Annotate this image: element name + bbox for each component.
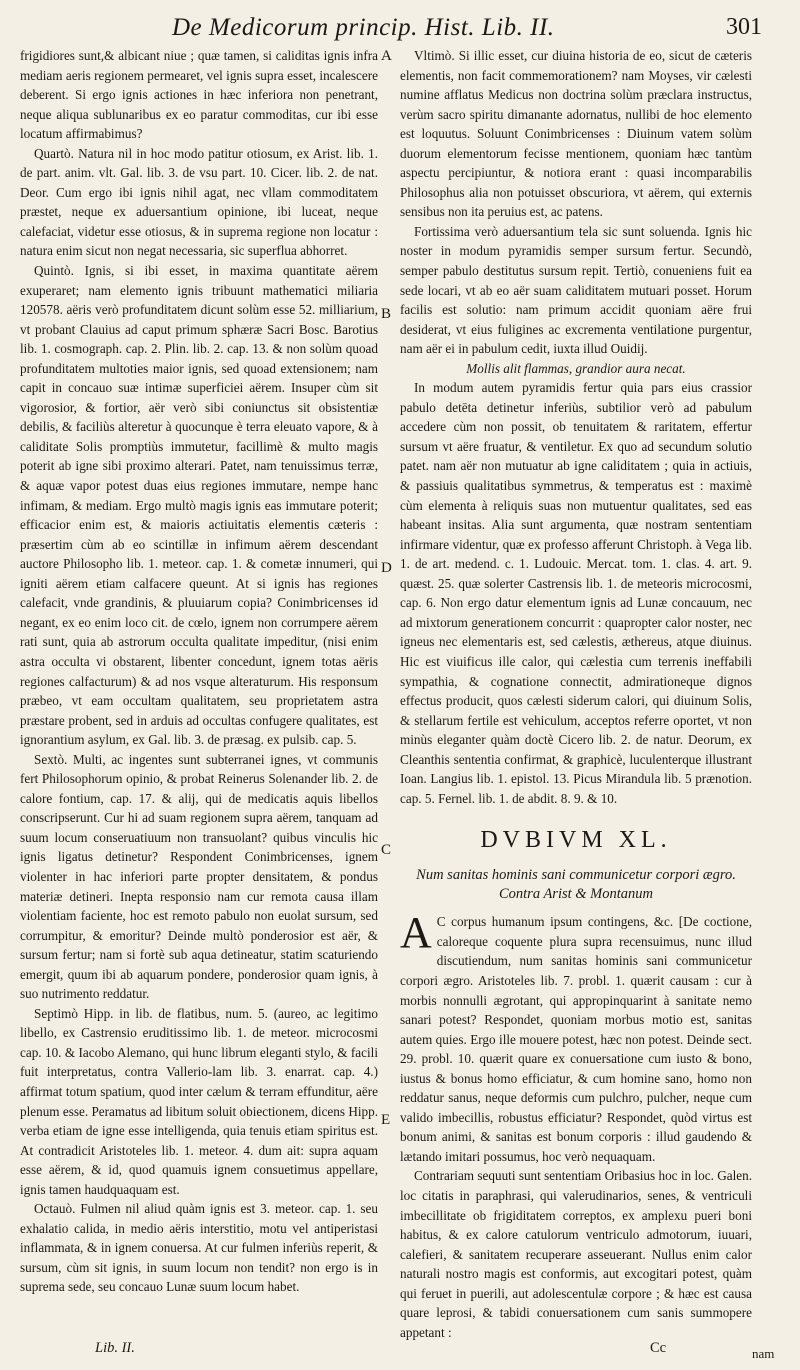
paragraph: In modum autem pyramidis fertur quia pars eius crassior pabulo detēta detinetur inferiùs, subtilior verò ad pabulum accedere cùm non possit, ob tenuitatem & raritatem, effertur sursum vt aëre fruatur, & ventiletur. Ex quo ad secundum solutio patet. nam aër non mutuatur ab igne caliditatem ; quia in actiuis, & passiuis qualitatibus symmetrus, & temperatus est : maximè cùm elementa à reliquis suas non mutuentur qualitates, sed eas habeant insitas. Alia sunt argumenta, quæ nostram sententiam infirmare videntur, quæ ex professo afferunt Christoph. à Vega lib. 1. de art. medend. c. 1. Ludouic. Mercat. tom. 1. clas. 4. art. 9. quæst. 25. quæ solerter Castrensis lib. 1. de meteoris microcosmi, cap. 6. Non ergo datur elementum ignis ad Lunæ concauum, nec ad mixtorum generationem concurrit : quapropter calor noster, nec igneus nec elementaris est, sed cælestis, æthereus, atque diuinus. Hic est viuificus ille calor, qui cælestia cum terrenis ineffabili sympathia, & cognatione connectit, admirationeque dignos effectus producit, quos cælesti siderum calori, qui diuinum Solis, & stellarum fertile est vehiculum, acceptos referre oportet, vt non minùs eleganter quàm doctè Cicero lib. 2. de natur. Deorum, ex Cleanthis sententia confirmat, & graphicè, luculenterque illustrant Ioan. Langius lib. 1. epistol. 13. Picus Mirandula lib. 5 prænotion. cap. 5. Fernel. lib. 1. de abdit. 8. 9. & 10.	[400, 380, 752, 806]
paragraph: Octauò. Fulmen nil aliud quàm ignis est 3. meteor. cap. 1. seu exhalatio calida, in medio aëris interstitio, motu vel antiperistasi inflammata, & in ignem conuersa. At cur fulmen inferiùs reperit, & sursum, cùm sit ignis, in suum locum non tendit? non ergo is in suprema sede, seu concauo Lunæ suum locum habet.	[20, 1201, 378, 1295]
paragraph: Contrariam sequuti sunt sententiam Oribasius hoc in loc. Galen. loc citatis in paraphrasi, qui valerudinarios, senes, & ventriculi imbecillitate ob frigiditatem correptos, ex amplexu pueri boni habitus, & ex calore catulorum ventriculo admotorum, iuuari, calefieri, & sanitatem recuperare asseuerant. Nullus enim calor naturali nostro magis est conformis, aut excogitari potest, quàm qui feruet in puerili, aut adolescentulæ corpore ; & hæc est causa quare leprosi, & tabidi conuersationem cum sanis summopere appetant :	[400, 1168, 752, 1340]
paragraph: Quartò. Natura nil in hoc modo patitur otiosum, ex Arist. lib. 1. de part. anim. vlt. Gal. lib. 3. de vsu part. 10. Cicer. lib. 2. de nat. Deor. Cum ergo ibi ignis nihil agat, nec vllam commoditatem præstet, neque ex aduersantium opinione, ibi luceat, neque calefaciat, videtur esse otiosus, & in suprema regione non locatur : natura enim sicut non negat necessaria, sic superflua abhorret.	[20, 145, 378, 259]
catchword: nam	[752, 1346, 775, 1361]
paragraph: Fortissima verò aduersantium tela sic sunt soluenda. Ignis hic noster in modum pyramidis semper sursum fertur. Secundò, semper pabulo destitutus sursum repit. Tertiò, conueniens fuit ea sede locari, vt ab eo aër suam caliditatem mutuari posset. Horum facilis est solutio: nam primum accidit quoniam aëre frui desiderat, vt eius fuligines ac excrementa ventilatione purgentur, nam aër ei in pabulum cedit, iuxta illud Ouidij.	[400, 223, 752, 357]
left-column	[20, 46, 378, 1297]
running-head-title: De Medicorum princip. Hist. Lib. II.	[172, 14, 555, 41]
paragraph: frigidiores sunt,& albicant niue ; quæ tamen, si caliditas ignis infra mediam aeris regionem permearet, vel ignis supra esset, incalescere deberent. Si ergo ignis actiones in hæc inferiora non penetrant, neque aliqua sublunaribus ex eo paratur commoditas, cur ibi esse locatum affirmabimus?	[20, 48, 378, 142]
paragraph-with-dropcap	[400, 908, 752, 1166]
margin-marker-e: E	[381, 1112, 391, 1128]
footer-book-label: Lib. II.	[95, 1340, 135, 1356]
page-number: 301	[726, 14, 762, 40]
paragraph: Quintò. Ignis, si ibi esset, in maxima quantitate aërem exuperaret; nam elemento ignis tribuunt mathematici miliaria 120578. aëris verò profunditatem dicunt solùm esse 52. milliarium, vt probant Clauius ad caput primum sphæræ Sacri Bosc. Barotius lib. 1. cosmograph. cap. 2. Plin. lib. 2. cap. 13. & non solùm quoad profunditatem multoties maior ignis, sed quoad extensionem; nam capit in concauo suæ intimæ superficiei aërem. Insuper cùm sit vigorosior, & fortior, aër verò sibi coniunctus sit obsistentiæ debilis, & faciliùs alteretur à quocunque è terra eleuato vapore, & à caliditate Solis promptiùs immutetur, facillimè & multo magis poterit ab igne sibi proximo alterari. Patet, nam tenuissimus terræ, & aquæ vapor potest duas eius regiones immutare, nempe hanc infimam, & mediam. Ergo multò magis ignis eas immutare poterit; efficacior enim est, & maioris actiuitatis elementis cæteris : præsertim cùm ab eo scintillæ in infimum aërem descendant auctore Philosopho lib. 1. meteor. cap. 1. & cometæ innumeri, qui igniti aërem etiam calfacere queunt. At si ignis has regiones calefacit, vnde grandinis, & pluuiarum copia? Conimbricenses id negant, ex eo enim loco cit. de cœlo, ignem non corrumpere aërem rati sunt, quia ab astrorum occulta qualitate impeditur, (nisi enim astra occulta vi obstarent, libenter concedunt, ignem totas aëris regiones calfacturum) & ad nos vsque alteraturum. His responsum præbeo, vt eam occultam qualitatem, seu proprietatem astra præstare probent, sed in arduis ad occultas confugere qualitates, est ignorantium asylum, ex Gal. lib. 3. de præsag. ex pulsib. cap. 5.	[20, 263, 378, 748]
paragraph: Sextò. Multi, ac ingentes sunt subterranei ignes, vt communis fert Philosophorum opinio, & probat Reinerus Solenander lib. 2. de calore fontium, cap. 17. & alij, qui de medicatis aquis libellos conscripserunt. Cur hi ad suam regionem supra aërem, tanquam ad suum locum conseruatiuum non transuolant? quibus vinculis hic ignis ligatus detinetur? Respondent Conimbricenses, ignem violenter in hac inferiori parte propter densitatem, & pondus materiæ detineri. Inepta responsio nam cur remota causa illam violentiam faciente, hoc est remoto pabulo non euolat sursum, sed corrumpitur, & emoritur? Deinde multò ponderosior est aër, & sursum fertur; nam si fortè sub aqua detineatur, statim scaturiendo emergit, quum ibi ab aquarum pondere, ponderosior quam ignis, à suo nutrimento reddatur.	[20, 751, 378, 1002]
margin-marker-d: D	[381, 560, 392, 576]
section-question: Num sanitas hominis sani communicetur corpori ægro. Contra Arist & Montanum	[416, 867, 736, 903]
section-heading: DVBIVM XL.	[480, 827, 672, 854]
paragraph: Vltimò. Si illic esset, cur diuina historia de eo, sicut de cæteris elementis, non facit commemorationem? nam Moyses, vir cælesti numine afflatus Medicus non doctrina solùm præclara instructus, verùm sacro spiritu dimanante adornatus, nullibi de hoc elemento est loquutus. Soluunt Conimbricenses : Diuinum vatem solùm duorum elementorum fecisse mentionem, quoniam hæc tantùm aspectu percipiuntur, & notiora erant : quasi incomparabilis Philosophus alia non potuisset obscuriora, vt aërem, qui externis sensibus non ita peruius est, ac patens.	[400, 48, 752, 220]
verse-quote: Mollis alit flammas, grandior aura necat.	[466, 360, 686, 376]
right-column	[400, 46, 752, 1342]
drop-cap: A	[400, 908, 432, 958]
paragraph-text: C corpus humanum ipsum contingens, &c. [De coctione, caloreque coquente plura supra recensuimus, nunc illud discutiendum, num sanitas hominis sani communicetur corpori ægro. Aristoteles lib. 7. probl. 1. quærit causam : cur à morbis nonnulli ægrotant, qui appropinquarint à sanitate nemo sanari potest? Respondet, quoniam morbus motio est, sanitas autem quies. Ergo ille mouere potest, hæc non potest. Deinde sect. 29. probl. 10. quærit quare ex conuersatione cum iusto & bono, iustus & bonus homo efficiatur, & cum homine sano, homo non reddatur sanus, neque deformis cum pulchro, pulcher, neque cum valido imbecillis, robustus efficiatur? Respondet, quòd virtus est bonum animi, & sanitas est bonum corporis : illud gaudendo & lætando imitari possumus, hoc verò nequaquam.	[400, 914, 752, 1164]
paragraph: Septimò Hipp. in lib. de flatibus, num. 5. (aureo, ac legitimo libello, ex Castrensio eruditissimo lib. 1. de meteor. microcosmi cap. 10. & Iacobo Alemano, qui hunc librum eleganti stylo, & facili fuit interpretatus, contra Vallerio-lam lib. 3. enarrat. cap. 4.) affirmat totum spatium, quod inter cælum & terram effunditur, aëre plenum esse. Peramatus ad libitum soluit obiectionem, dicens Hipp. verba etiam de igne esse intelligenda, quia tenuis etiam spiritus est. At contradicit Aristoteles lib. 1. meteor. 4. dum ait: supra aquam esse aërem, & id, quod quamuis ignem consuetimus appellare, ignis tamen haudquaquam est.	[20, 1005, 378, 1197]
signature-mark: Cc	[650, 1340, 667, 1356]
margin-marker-b: B	[381, 306, 392, 322]
margin-marker-a: A	[381, 48, 392, 64]
margin-marker-c: C	[381, 842, 392, 858]
running-head	[0, 8, 800, 48]
